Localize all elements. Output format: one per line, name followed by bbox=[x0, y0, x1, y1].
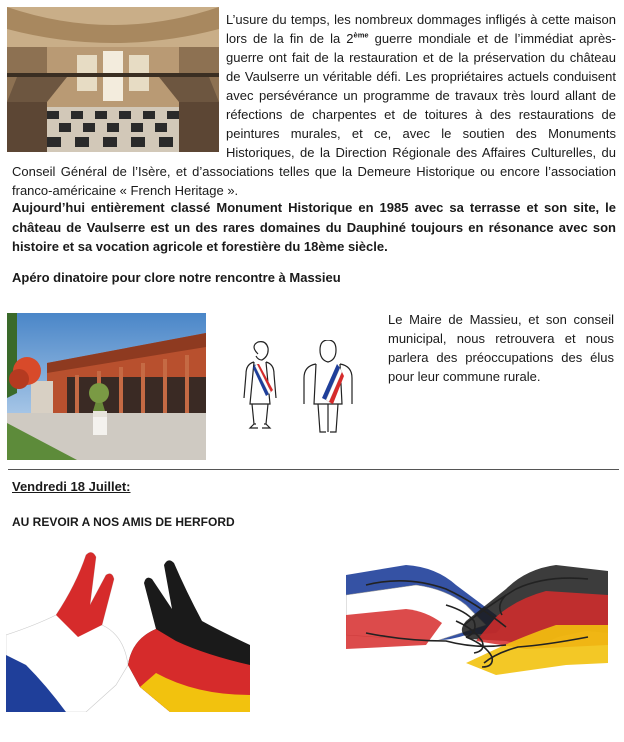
apero-heading: Apéro dinatoire pour clore notre rencontre à Massieu bbox=[12, 270, 341, 285]
massieu-building-photo bbox=[7, 313, 206, 460]
mayors-sash-illustration bbox=[236, 340, 360, 436]
intro-paragraph: L’usure du temps, les nombreux dommages infligés à cette maison lors de la fin de la 2ème guerre mondiale et de l’immédiat après-guerre ont fait de la restauration et de la préservation du château de Vaulserre un véritable défi. Les propriétaires actuels conduisent avec persévérance un programme de travaux très lourd allant de réfections de charpentes et de toitures à des restaurations de peintures murales, et ce, avec le soutien des Monuments Historiques, de la Direction Régionale des Affaires Culturelles, du Conseil Général de l’Isère, et d’associations telles que la Demeure Historique ou encore l’association franco-américaine « French Heritage ». bbox=[12, 12, 617, 198]
heart-hands-image bbox=[6, 545, 250, 712]
handshake-image bbox=[346, 545, 608, 712]
section-divider bbox=[8, 469, 619, 470]
date-heading: Vendredi 18 Juillet: bbox=[12, 479, 131, 494]
superscript-eme: ème bbox=[353, 30, 369, 40]
maire-paragraph: Le Maire de Massieu, et son conseil municipal, nous retrouvera et nous parlera des préoccupations des élus pour leur commune rurale. bbox=[388, 312, 614, 384]
farewell-heading: AU REVOIR A NOS AMIS DE HERFORD bbox=[12, 515, 235, 529]
monument-historique-paragraph: Aujourd’hui entièrement classé Monument Historique en 1985 avec sa terrasse et son site, le château de Vaulserre est un des rares domaines du Dauphiné toujours en résonance avec son histoire et sa vocation agricole et forestière du 18ème siècle. bbox=[12, 200, 616, 254]
